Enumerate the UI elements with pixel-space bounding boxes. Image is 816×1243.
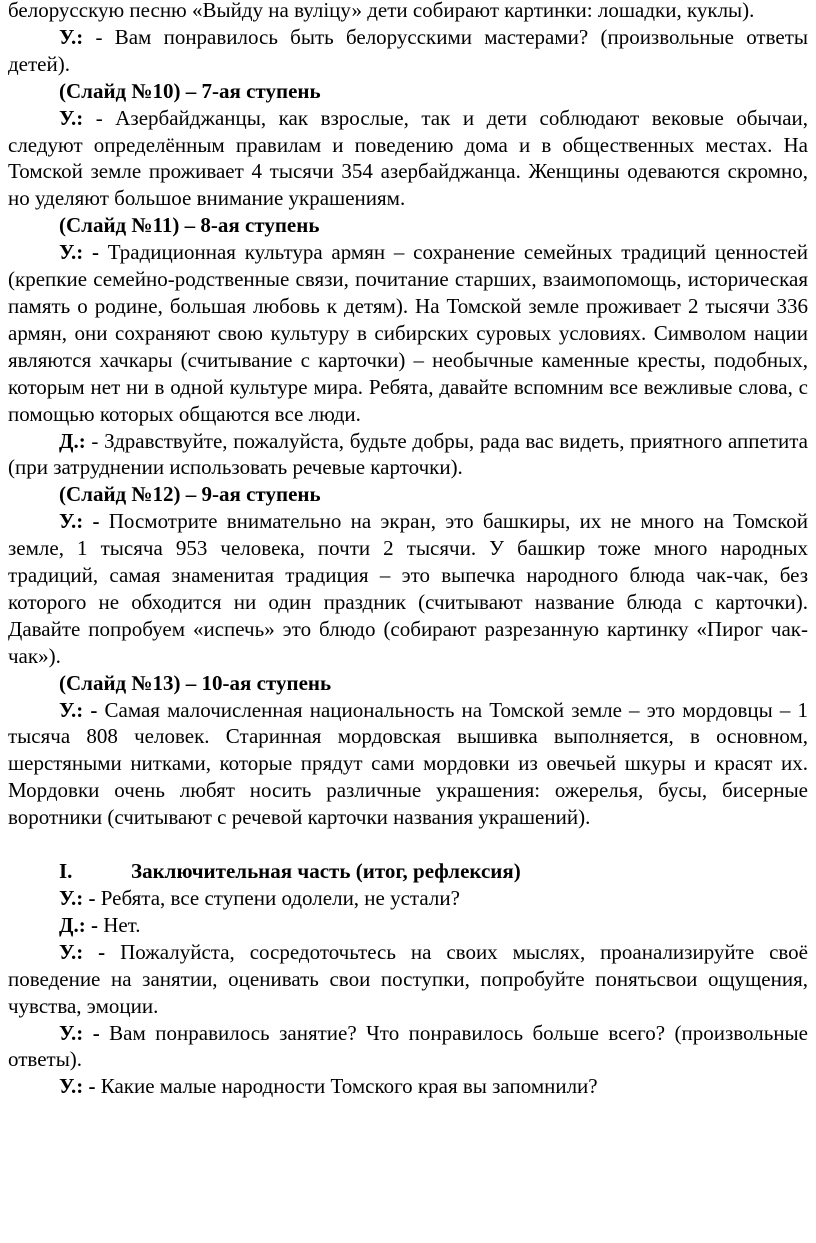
paragraph: [8, 105, 808, 213]
paragraph: [8, 0, 808, 24]
paragraph: [8, 939, 808, 1020]
paragraph: [8, 697, 808, 832]
speaker-label: У.: -: [59, 697, 98, 722]
slide-heading: (Слайд №13) – 10-ая ступень: [59, 670, 332, 695]
section-title: Заключительная часть (итог, рефлексия): [131, 859, 521, 884]
slide-heading: (Слайд №11) – 8-ая ступень: [59, 213, 320, 238]
speaker-label: У.: -: [59, 509, 100, 534]
paragraph-text: Традиционная культура армян – сохранение семейных традиций ценностей (крепкие семейно-родственные связи, почитание старших, взаимопомощь, историческая память о родине, большая любовь к детям). На Томской земле проживает 2 тысячи 336 армян, они сохраняют свою культуру в сибирских суровых условиях. Символом нации являются хачкары (считывание с карточки) – необычные каменные кресты, подобных, которым нет ни в одной культуре мира. Ребята, давайте вспомним все вежливые слова, с помощью которых общаются все люди.: [8, 240, 808, 426]
paragraph-text: Вам понравилось занятие? Что понравилось больше всего? (произвольные ответы).: [8, 1020, 808, 1072]
section-number: I.: [59, 859, 73, 884]
paragraph-text: - Азербайджанцы, как взрослые, так и дети соблюдают вековые обычаи, следуют определённым правилам и поведению дома и в общественных местах. На Томской земле проживает 4 тысячи 354 азербайджанца. Женщины одеваются скромно, но уделяют большое внимание украшениям.: [8, 105, 808, 211]
paragraph-text: - Вам понравилось быть белорусскими мастерами? (произвольные ответы детей).: [8, 24, 808, 76]
paragraph: [8, 428, 808, 482]
speaker-label: У.: -: [59, 1074, 96, 1099]
paragraph-text: Ребята, все ступени одолели, не устали?: [95, 886, 460, 910]
speaker-label: У.: -: [59, 240, 99, 265]
slide-heading: (Слайд №10) – 7-ая ступень: [59, 78, 321, 103]
speaker-label: У.: -: [59, 939, 106, 964]
speaker-label: У.: -: [59, 1020, 100, 1045]
paragraph: [8, 912, 808, 939]
paragraph-text: Пожалуйста, сосредоточьтесь на своих мыслях, проанализируйте своё поведение на занятии, оценивать свои поступки, попробуйте понятьсвои ощущения, чувства, эмоции.: [8, 939, 808, 1018]
paragraph-text: Какие малые народности Томского края вы запомнили?: [95, 1074, 598, 1099]
speaker-label: Д.: -: [59, 912, 98, 937]
paragraph: [8, 24, 808, 78]
paragraph: [8, 508, 808, 669]
paragraph-text: Посмотрите внимательно на экран, это башкиры, их не много на Томской земле, 1 тысяча 953 человека, почти 2 тысячи. У башкир тоже много народных традиций, самая знаменитая традиция – это выпечка народного блюда чак-чак, без которого не обходится ни один праздник (считывают название блюда с карточки). Давайте попробуем «испечь» это блюдо (собирают разрезанную картинку «Пирог чак-чак»).: [8, 509, 808, 668]
paragraph-text: Самая малочисленная национальность на Томской земле – это мордовцы – 1 тысяча 808 человек. Старинная мордовская вышивка выполняется, в основном, шерстяными нитками, которые прядут сами мордовки из овечьей шкуры и красят их. Мордовки очень любят носить различные украшения: ожерелья, бусы, бисерные воротники (считывают с речевой карточки названия украшений).: [8, 697, 808, 830]
paragraph-text: белорусскую песню «Выйду на вуліцу» дети собирают картинки: лошадки, куклы).: [8, 0, 755, 22]
paragraph: [8, 1020, 808, 1074]
speaker-label: У.:: [59, 24, 84, 49]
speaker-label: У.:: [59, 105, 84, 130]
paragraph: [8, 885, 808, 912]
paragraph: [8, 239, 808, 427]
document-body: [8, 0, 808, 1100]
speaker-label: Д.:: [59, 428, 86, 453]
section-heading: [8, 858, 808, 885]
paragraph-text: - Здравствуйте, пожалуйста, будьте добры, рада вас видеть, приятного аппетита (при затруднении использовать речевые карточки).: [8, 428, 808, 480]
speaker-label: У.: -: [59, 886, 96, 910]
paragraph: [8, 1073, 808, 1100]
slide-heading: (Слайд №12) – 9-ая ступень: [59, 482, 321, 507]
paragraph-text: Нет.: [97, 912, 141, 937]
